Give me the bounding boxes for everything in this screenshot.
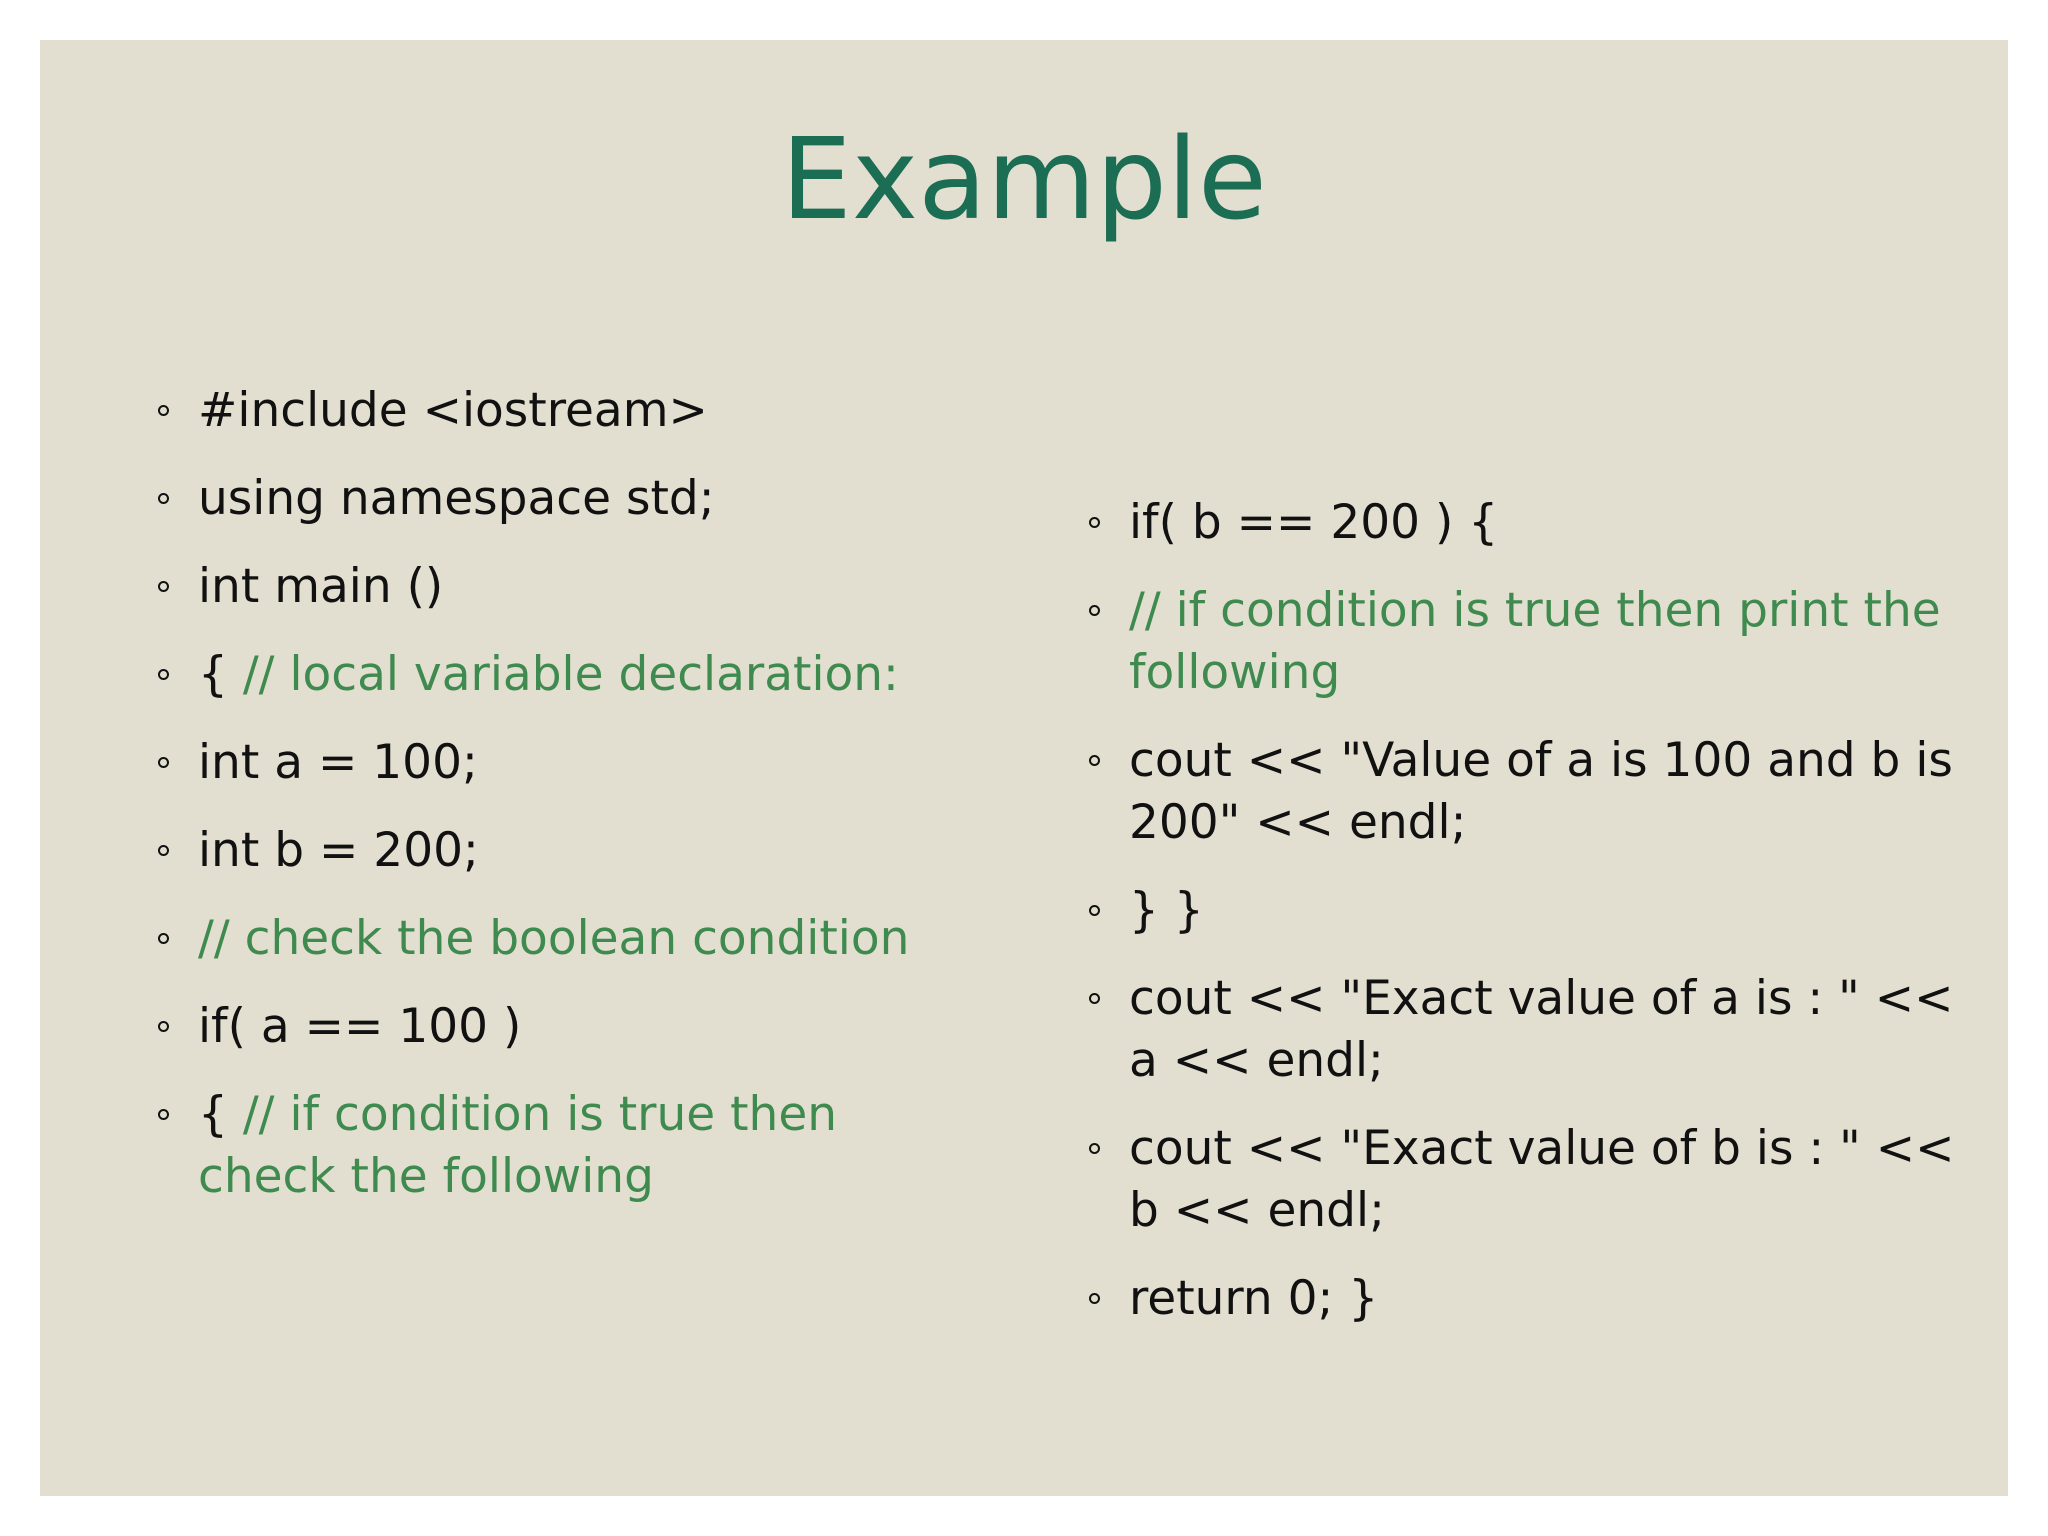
code-line [198, 644, 918, 706]
bullet-icon [158, 757, 169, 768]
code-text: cout << "Exact value of b is : " << b << endl; [1129, 1121, 1955, 1238]
code-line [1129, 492, 1959, 554]
code-text: { [198, 647, 243, 702]
bullet-icon [158, 933, 169, 944]
bullet-icon [1089, 517, 1100, 528]
code-text: { [198, 1087, 243, 1142]
code-line [198, 1084, 918, 1208]
left-code-column [198, 380, 918, 1234]
bullet-icon [1089, 993, 1100, 1004]
bullet-icon [158, 405, 169, 416]
bullet-icon [1089, 905, 1100, 916]
slide [40, 40, 2008, 1496]
bullet-icon [158, 845, 169, 856]
code-line [1129, 730, 1959, 854]
code-text: #include <iostream> [198, 383, 708, 438]
code-line [198, 996, 918, 1058]
code-line [1129, 1268, 1959, 1330]
bullet-icon [158, 493, 169, 504]
code-text: return 0; } [1129, 1271, 1379, 1326]
code-line [1129, 968, 1959, 1092]
code-text: int main () [198, 559, 444, 614]
code-line [1129, 580, 1959, 704]
code-line [198, 556, 918, 618]
code-text: cout << "Value of a is 100 and b is 200" << endl; [1129, 733, 1953, 850]
bullet-icon [158, 669, 169, 680]
code-text: cout << "Exact value of a is : " << a << endl; [1129, 971, 1954, 1088]
code-text: using namespace std; [198, 471, 715, 526]
code-text: int a = 100; [198, 735, 478, 790]
right-code-column [1129, 492, 1959, 1356]
code-line [1129, 880, 1959, 942]
bullet-icon [1089, 755, 1100, 766]
code-text: } } [1129, 883, 1204, 938]
code-line [1129, 1118, 1959, 1242]
bullet-icon [158, 581, 169, 592]
code-line [198, 468, 918, 530]
code-text: if( a == 100 ) [198, 999, 522, 1054]
code-line [198, 820, 918, 882]
code-line [198, 908, 918, 970]
bullet-icon [1089, 1293, 1100, 1304]
code-line [198, 732, 918, 794]
code-comment: // check the boolean condition [198, 911, 910, 966]
code-line [198, 380, 918, 442]
code-comment: // if condition is true then check the following [198, 1087, 838, 1204]
bullet-icon [158, 1109, 169, 1120]
bullet-icon [158, 1021, 169, 1032]
slide-title: Example [781, 115, 1267, 245]
code-text: if( b == 200 ) { [1129, 495, 1499, 550]
bullet-icon [1089, 605, 1100, 616]
code-text: int b = 200; [198, 823, 479, 878]
code-comment: // if condition is true then print the following [1129, 583, 1941, 700]
bullet-icon [1089, 1143, 1100, 1154]
code-comment: // local variable declaration: [242, 647, 899, 702]
